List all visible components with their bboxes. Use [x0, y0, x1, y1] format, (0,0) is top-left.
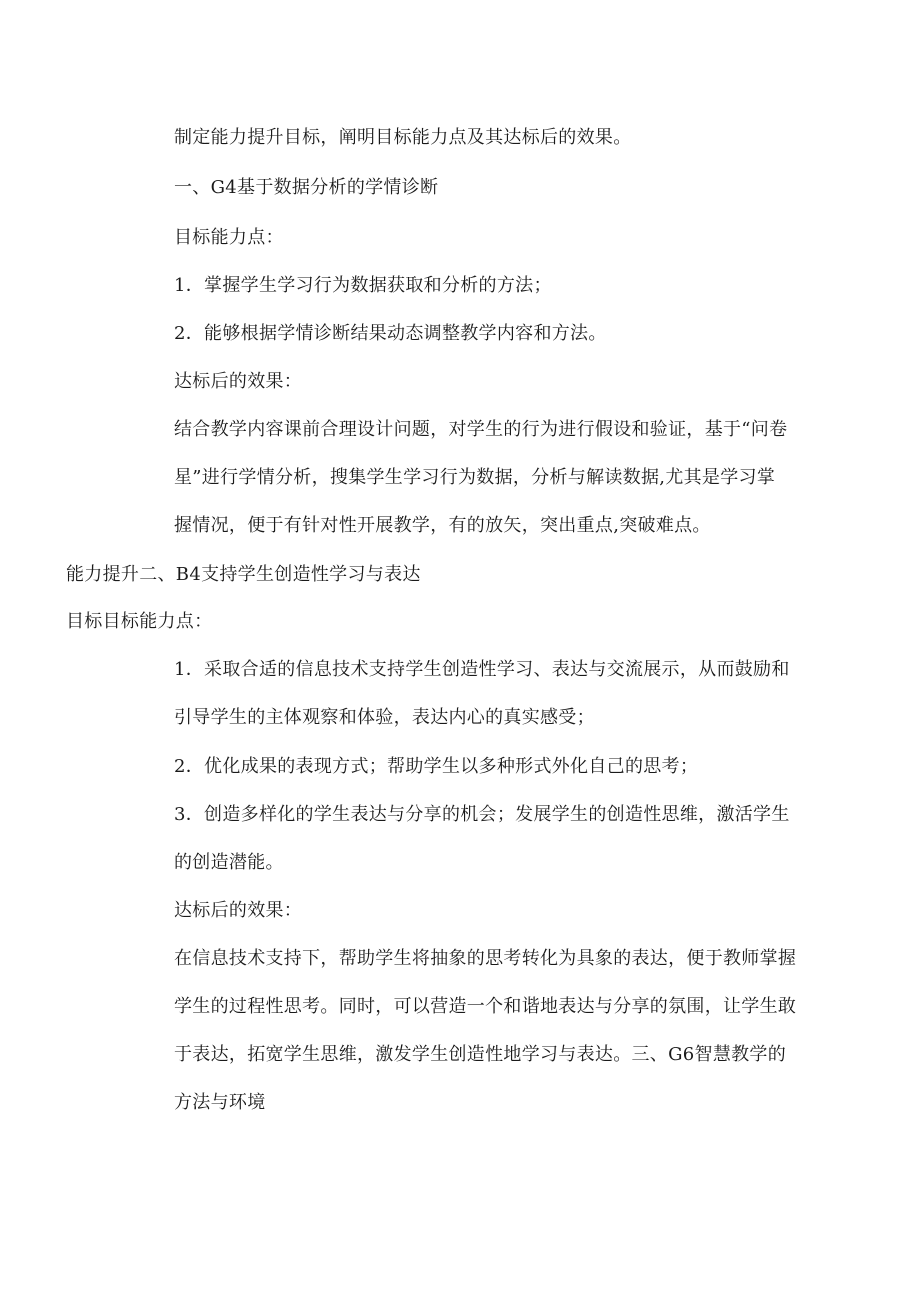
section-heading-b4: 能力提升二、B4支持学生创造性学习与表达	[66, 564, 421, 585]
effect-label: 达标后的效果：	[174, 371, 303, 392]
list-item: 2．能够根据学情诊断结果动态调整教学内容和方法。	[174, 323, 607, 344]
body-text-line: 学生的过程性思考。同时，可以营造一个和谐地表达与分享的氛围，让学生敢	[174, 996, 797, 1017]
target-points-label: 目标目标能力点：	[66, 611, 213, 632]
body-text-line: 握情况，便于有针对性开展教学，有的放矢，突出重点,突破难点。	[174, 515, 711, 536]
list-item: 1．掌握学生学习行为数据获取和分析的方法；	[174, 275, 552, 296]
body-text-line: 于表达，拓宽学生思维，激发学生创造性地学习与表达。三、G6智慧教学的	[174, 1044, 787, 1065]
intro-line: 制定能力提升目标，阐明目标能力点及其达标后的效果。	[174, 127, 632, 148]
list-item-continuation: 的创造潜能。	[174, 852, 284, 873]
list-item-continuation: 引导学生的主体观察和体验，表达内心的真实感受；	[174, 707, 595, 728]
body-text-line: 方法与环境	[174, 1092, 266, 1113]
effect-label: 达标后的效果：	[174, 900, 303, 921]
body-text-line: 星”进行学情分析，搜集学生学习行为数据，分析与解读数据,尤其是学习掌	[174, 467, 776, 488]
target-points-label: 目标能力点：	[174, 227, 284, 248]
section-heading-g4: 一、G4基于数据分析的学情诊断	[174, 177, 439, 198]
body-text-line: 结合教学内容课前合理设计问题，对学生的行为进行假设和验证，基于“问卷	[174, 419, 788, 440]
list-item: 1．采取合适的信息技术支持学生创造性学习、表达与交流展示，从而鼓励和	[174, 659, 790, 680]
body-text-line: 在信息技术支持下，帮助学生将抽象的思考转化为具象的表达，便于教师掌握	[174, 948, 797, 969]
list-item: 3．创造多样化的学生表达与分享的机会；发展学生的创造性思维，激活学生	[174, 804, 790, 825]
list-item: 2．优化成果的表现方式；帮助学生以多种形式外化自己的思考；	[174, 756, 699, 777]
